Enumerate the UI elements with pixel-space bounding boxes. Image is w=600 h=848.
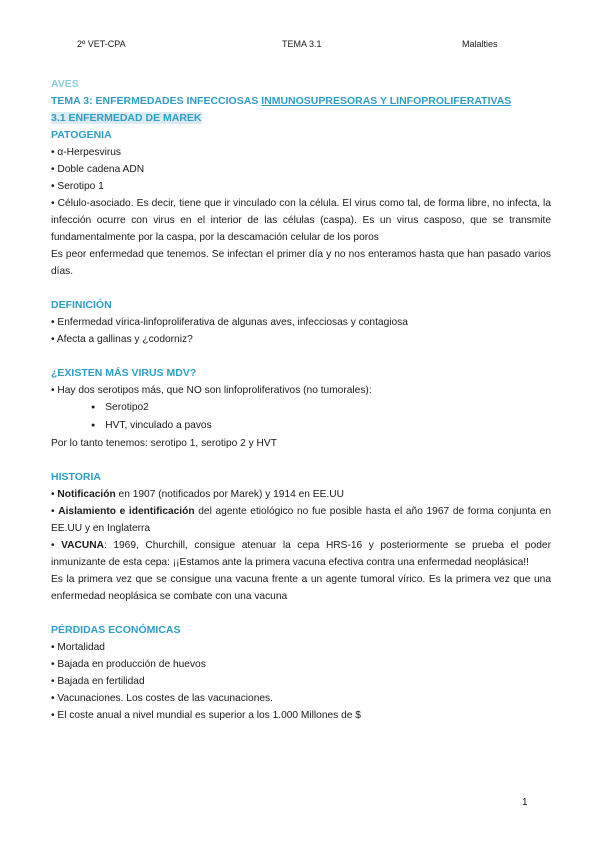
sub-list-item: ● HVT, vinculado a pavos [51, 417, 551, 435]
list-item: • Bajada en fertilidad [51, 676, 145, 687]
aisl-text: del agente etiológico no fue posible hasta el año 1967 de forma conjunta en EE.UU y en Inglaterra [51, 506, 551, 534]
subtitle-text: 3.1 ENFERMEDAD DE MAREK [51, 112, 202, 124]
list-item: • VACUNA: 1969, Churchill, consigue atenuar la cepa HRS-16 y posteriormente se prueba el poder inmunizante de esta cepa: ¡¡Estamos ante la primera vacuna efectiva contra una enfermedad neoplásica!! [51, 540, 551, 568]
list-item: • Notificación en 1907 (notificados por Marek) y 1914 en EE.UU [51, 489, 344, 500]
list-item: • α-Herpesvirus [51, 147, 122, 158]
perdidas-title: PÉRDIDAS ECONÓMICAS [51, 624, 181, 636]
aisl-label: Aislamiento e identificación [58, 506, 195, 517]
header-subject: Malalties [462, 39, 498, 49]
list-item: • Afecta a gallinas y ¿codorniz? [51, 334, 193, 345]
list-item: • Aislamiento e identificación del agente etiológico no fue posible hasta el año 1967 de forma conjunta en EE.UU y en Inglaterra [51, 506, 551, 534]
list-item: • Bajada en producción de huevos [51, 659, 206, 670]
header-topic: TEMA 3.1 [282, 39, 322, 49]
patogenia-title: PATOGENIA [51, 129, 112, 141]
list-item: • Serotipo 1 [51, 181, 104, 192]
list-item: • Hay dos serotipos más, que NO son linfoproliferativos (no tumorales): [51, 385, 372, 396]
notif-text: en 1907 (notificados por Marek) y 1914 en EE.UU [115, 489, 344, 500]
paragraph: Es peor enfermedad que tenemos. Se infectan el primer día y no nos enteramos hasta que han pasado varios días. [51, 249, 551, 277]
list-item: • Célulo-asociado. Es decir, tiene que ir vinculado con la célula. El virus como tal, de forma libre, no infecta, la infección ocurre con virus en el interior de las células (caspa). Es un virus casposo, que se transmite fundamentalmente por la caspa, por la descamación celular de los poros [51, 198, 551, 243]
definicion-title: DEFINICIÓN [51, 299, 112, 311]
list-item: • El coste anual a nivel mundial es superior a los 1.000 Millones de $ [51, 710, 361, 721]
vac-label: VACUNA [61, 540, 104, 551]
header-course: 2º VET-CPA [77, 39, 126, 49]
list-item: • Mortalidad [51, 642, 105, 653]
historia-title: HISTORIA [51, 471, 101, 483]
title-underlined: INMUNOSUPRESORAS Y LINFOPROLIFERATIVAS [261, 95, 512, 107]
notif-label: Notificación [57, 489, 116, 500]
document-body [51, 76, 551, 724]
title-prefix: TEMA 3: ENFERMEDADES INFECCIOSAS [51, 95, 262, 107]
paragraph: Por lo tanto tenemos: serotipo 1, serotipo 2 y HVT [51, 438, 277, 449]
subtitle [51, 110, 551, 127]
list-item: • Doble cadena ADN [51, 164, 145, 175]
list-item: • Enfermedad vírica-linfoproliferativa de algunas aves, infecciosas y contagiosa [51, 317, 408, 328]
mdv-title: ¿EXISTEN MÁS VIRUS MDV? [51, 367, 197, 379]
page-number: 1 [522, 797, 528, 808]
paragraph: Es la primera vez que se consigue una vacuna frente a un agente tumoral vírico. Es la primera vez que una enfermedad neoplásica se combate con una vacuna [51, 574, 551, 602]
vac-text: : 1969, Churchill, consigue atenuar la cepa HRS-16 y posteriormente se prueba el poder inmunizante de esta cepa: ¡¡Estamos ante la primera vacuna efectiva contra una enfermedad neoplásica!! [51, 540, 551, 568]
sub-list-item: ● Serotipo2 [51, 399, 551, 417]
page-header [0, 39, 600, 53]
list-item: • Vacunaciones. Los costes de las vacunaciones. [51, 693, 273, 704]
section-aves: AVES [51, 78, 79, 90]
page-title [51, 93, 551, 110]
